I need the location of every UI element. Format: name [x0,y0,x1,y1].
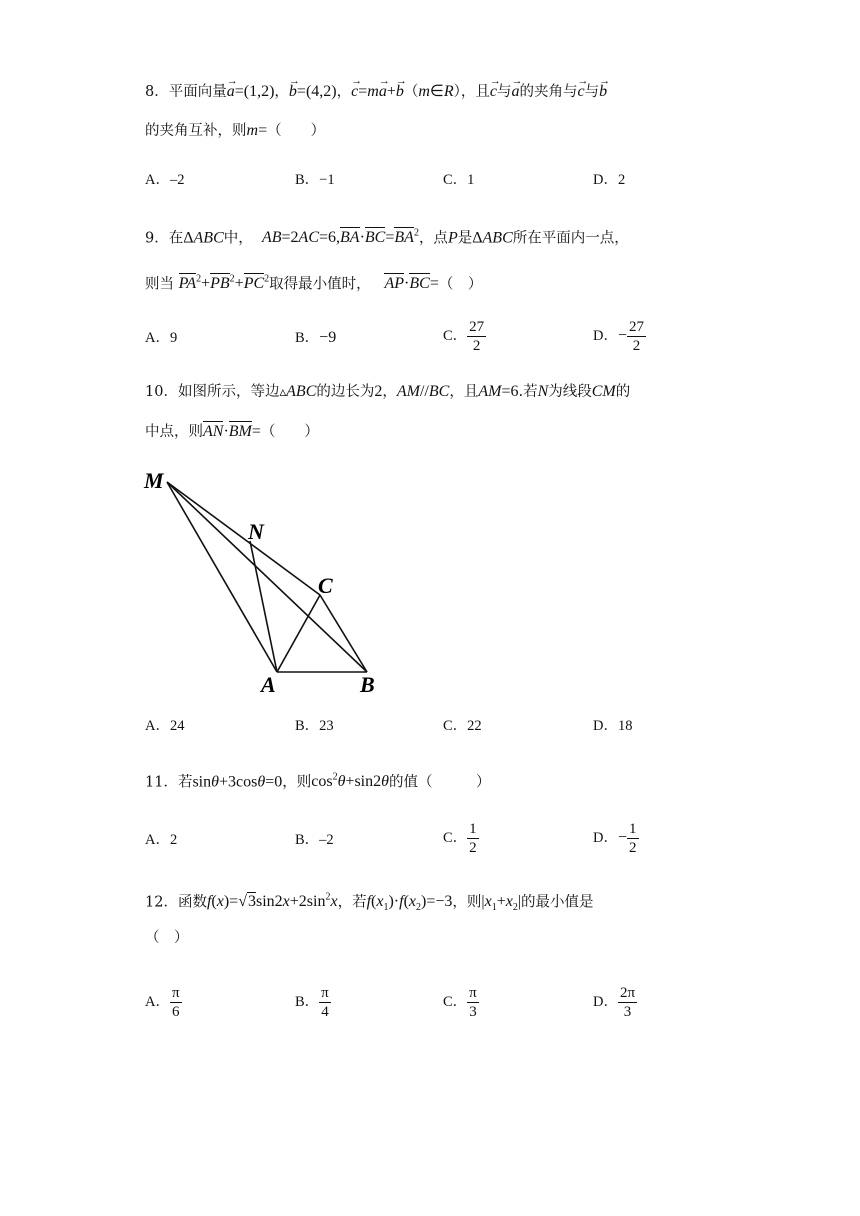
q11-option-c: C． $\frac{1}{2}$ [443,821,477,856]
q12-line1: 12．函数$f(x)=√3\sin 2x+2\sin^2x$，若$f(x_1)\cdot f(x_2)=-3$，则$|x_1+x_2|$的最小值是 [145,892,594,914]
q11-number: 11．若 [145,774,193,791]
q9-line1: 9．在ΔABC中， $AB=2AC=6,BA\cdot BC=BA^2$，点P是ΔABC所在平面内一点， [145,222,629,250]
q10-figure [140,462,400,702]
q8-option-a: A．–2 [145,172,185,188]
q10-option-c: C．22 [443,718,482,734]
q12-option-d: D． $\frac{2\pi}{3}$ [593,985,636,1020]
q11-line1: 11．若sinθ+3cosθ=0，则$\cos^2\theta+\sin 2\theta$的值（ ） [145,772,491,791]
q8-option-c: C．1 [443,172,475,188]
q10-option-b: B．23 [295,718,334,734]
q9-option-c: C． $\frac{27}{2}$ [443,319,485,354]
q8-line1: 8．平面向量→ a=(1,2)，→ b=(4,2)，→ c=m→ a+→ b（m∈R），且→ c与→ a的夹角与→ c与→ b [145,80,607,104]
q10-line1: 10．如图所示，等边▵ABC的边长为2，AM//BC，且AM=6.若N为线段CM的 [145,383,631,400]
figure-label-m: M [144,468,164,493]
q11-option-a: A．2 [145,832,178,848]
q8-option-d: D．2 [593,172,626,188]
q10-line2: 中点，则AN·BM=（ ） [145,420,319,444]
figure-line-ma [167,482,277,672]
q12-line2: （ ） [145,930,189,946]
q8-option-b: B．−1 [295,172,335,188]
figure-label-b: B [360,672,375,697]
q10-option-a: A．24 [145,718,185,734]
q9-option-a: A．9 [145,330,178,346]
q11-option-b: B．–2 [295,832,334,848]
figure-line-mb [167,482,367,672]
figure-label-c: C [318,573,333,598]
q12-option-a: A． $\frac{\pi}{6}$ [145,985,180,1020]
q12-number: 12．函数 [145,894,207,911]
q12-option-b: B． $\frac{\pi}{4}$ [295,985,329,1020]
q10-number: 10．如图所示，等边 [145,384,280,400]
q8-number: 8． [145,84,169,100]
figure-label-n: N [248,519,264,544]
q8-line2: 的夹角互补，则m=（ ） [145,122,326,139]
q9-number: 9．在 [145,230,184,247]
q9-option-d: D．− $\frac{27}{2}$ [593,319,645,354]
q9-option-b: B．−9 [295,329,337,346]
q9-line2: 则当 $PA^2+PB^2+PC^2$取得最小值时， AP·BC=（ ） [145,268,482,296]
figure-label-a: A [261,672,276,697]
q12-option-c: C． $\frac{\pi}{3}$ [443,985,477,1020]
figure-line-mc [167,482,320,595]
q11-option-d: D．− $\frac{1}{2}$ [593,821,637,856]
q10-option-d: D．18 [593,718,633,734]
